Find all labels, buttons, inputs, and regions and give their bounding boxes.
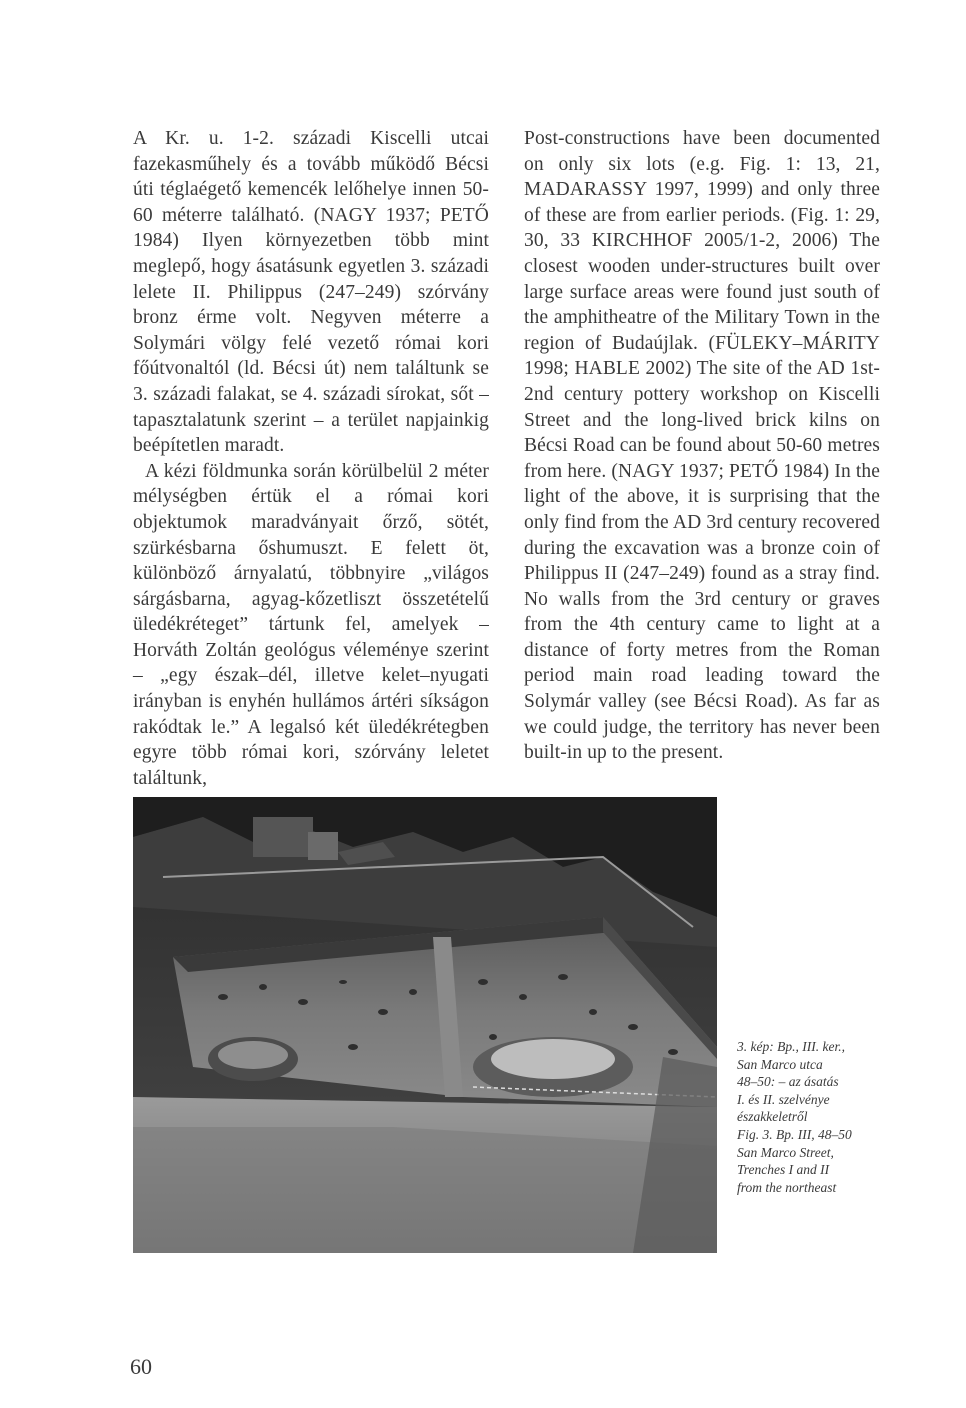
caption-line: I. és II. szelvénye xyxy=(737,1091,830,1107)
caption-line: északkeletről xyxy=(737,1109,808,1125)
caption-line: 3. kép: Bp., III. ker., xyxy=(737,1039,845,1054)
caption-line: San Marco Street, xyxy=(737,1144,834,1160)
right-text-column xyxy=(524,126,880,766)
excavator xyxy=(308,832,338,860)
caption-line: Trenches I and II xyxy=(737,1162,830,1178)
excavation-photo xyxy=(133,797,717,1253)
caption-line: Fig. 3. Bp. III, 48–50 xyxy=(737,1126,852,1142)
left-text-column xyxy=(133,126,489,791)
figure-caption xyxy=(737,1038,877,1196)
page-number: 60 xyxy=(130,1354,152,1379)
caption-line: 48–50: – az ásatás xyxy=(737,1074,839,1090)
site-building xyxy=(253,817,313,857)
caption-line: San Marco utca xyxy=(737,1056,823,1072)
left-paragraph-1: A Kr. u. 1-2. századi Kiscelli utcai fazekasműhely és a tovább működő Bécsi úti téglaégető kemencék lelőhelye innen 50-60 méterre található. (NAGY 1937; PETŐ 1984) Ilyen környezetben több mint meglepő, hogy ásatásunk egyetlen 3. századi lelete II. Philippus (247–249) szórvány bronz érme volt. Negyven méterre a Solymári völgy felé vezető római kori főútvonaltól (ld. Bécsi út) nem találtunk se 3. századi falakat, se 4. századi sírokat, sőt – tapasztalatunk szerint – a terület napjainkig beépítetlen maradt. xyxy=(133,128,489,457)
right-paragraph-1: Post-constructions have been documented on only six lots (e.g. Fig. 1: 13, 21, MADARASSY 1997, 1999) and only three of these are from earlier periods. (Fig. 1: 29, 30, 33 KIRCHHOF 2005/1-2, 2006) The closest wooden under-structures built over large surface areas were found just south of the amphitheatre of the Military Town in the region of Budaújlak. (FÜLEKY–MÁRITY 1998; HABLE 2002) The site of the AD 1st-2nd century pottery workshop on Kiscelli Street and the long-lived brick kilns on Bécsi Road can be found about 50-60 metres from here. (NAGY 1937; PETŐ 1984) In the light of the above, it is surprising that the only find from the AD 3rd century recovered during the excavation was a bronze coin of Philippus II (247–249) found as a stray find. No walls from the 3rd century or graves from the 4th century came to light at a distance of forty metres from the Roman period main road leading toward the Solymár valley (see Bécsi Road). As far as we could judge, the territory has never been built-in up to the present. xyxy=(524,128,880,764)
caption-line: from the northeast xyxy=(737,1179,837,1195)
left-paragraph-2: A kézi földmunka során körülbelül 2 méter mélységben értük el a római kori objektumok maradványait őrző, sötét, szürkésbarna őshumuszt. E felett öt, különböző árnyalatú, többnyire „világos sárgásbarna, agyag-kőzetliszt összetételű üledékréteget” tártunk fel, amelyek – Horváth Zoltán geológus véleménye szerint – „egy észak–dél, illetve kelet–nyugati irányban is enyhén hullámos ártéri síkságon rakódtak le.” A legalsó két üledékrétegben egyre több római kori, szórvány leletet találtunk, xyxy=(133,460,489,789)
